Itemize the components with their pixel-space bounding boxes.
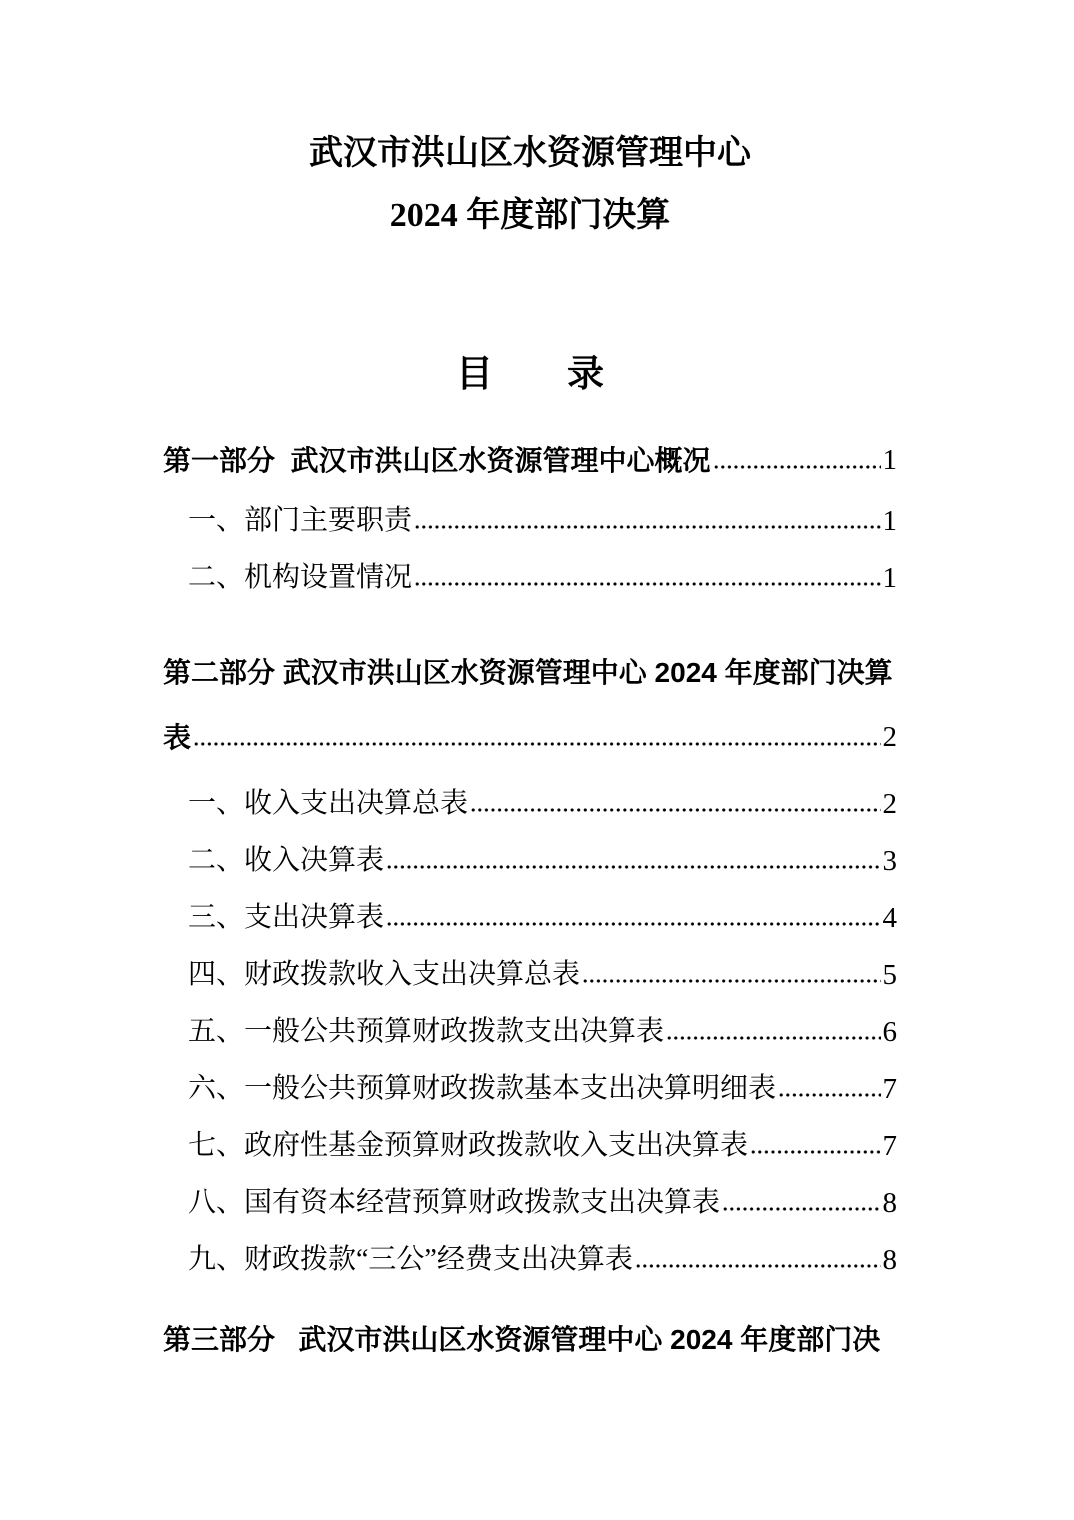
toc-line (188, 897, 897, 939)
dot-leader (667, 1034, 880, 1042)
page-number: 7 (882, 1130, 897, 1162)
toc-entry-label: 二、机构设置情况 (188, 562, 413, 593)
page-number: 4 (882, 902, 897, 934)
dot-leader (636, 1262, 881, 1270)
toc-line (188, 557, 897, 599)
toc-entry-label: 二、收入决算表 (188, 845, 385, 876)
toc-entry-label: 表 (163, 722, 192, 753)
toc-entry (163, 1307, 897, 1372)
dot-leader (723, 1205, 880, 1213)
toc-entry (163, 640, 897, 770)
toc-heading: 目 录 (456, 354, 604, 395)
dot-leader (714, 463, 881, 471)
toc-entry-label: 九、财政拨款“三公”经费支出决算表 (188, 1244, 633, 1275)
page-number: 1 (882, 505, 897, 537)
toc-entry (163, 1239, 897, 1281)
dot-leader (194, 740, 880, 748)
dot-leader (583, 977, 880, 985)
toc-line (188, 1125, 897, 1167)
document-title-line2: 2024 年度部门决算 (389, 197, 671, 234)
toc-list (163, 428, 897, 1372)
toc-line (188, 1068, 897, 1110)
toc-line (188, 783, 897, 825)
toc-line (163, 705, 897, 770)
toc-line (188, 840, 897, 882)
page-number: 2 (882, 788, 897, 820)
toc-entry (163, 1182, 897, 1224)
page-number: 3 (882, 845, 897, 877)
toc-entry (163, 428, 897, 493)
toc-entry-label: 第三部分 武汉市洪山区水资源管理中心 2024 年度部门决 (163, 1324, 881, 1355)
page-number: 2 (882, 721, 897, 753)
toc-line (163, 640, 897, 705)
toc-line (163, 1307, 897, 1372)
toc-line (188, 500, 897, 542)
toc-entry (163, 1011, 897, 1053)
toc-entry-label: 一、部门主要职责 (188, 505, 413, 536)
toc-entry-label: 八、国有资本经营预算财政拨款支出决算表 (188, 1187, 721, 1218)
page-number: 6 (882, 1016, 897, 1048)
dot-leader (387, 920, 880, 928)
page-number: 5 (882, 959, 897, 991)
toc-entry-label: 一、收入支出决算总表 (188, 788, 469, 819)
dot-leader (387, 863, 880, 871)
dot-leader (471, 806, 880, 814)
dot-leader (751, 1148, 880, 1156)
document-title-line1: 武汉市洪山区水资源管理中心 (309, 135, 751, 172)
toc-entry (163, 500, 897, 542)
toc-entry-label: 三、支出决算表 (188, 902, 385, 933)
toc-entry (163, 954, 897, 996)
page-number: 1 (882, 562, 897, 594)
dot-leader (779, 1091, 880, 1099)
toc-entry-label: 五、一般公共预算财政拨款支出决算表 (188, 1016, 665, 1047)
toc-entry-label: 第一部分 武汉市洪山区水资源管理中心概况 (163, 445, 711, 476)
toc-entry (163, 897, 897, 939)
toc-entry-label: 七、政府性基金预算财政拨款收入支出决算表 (188, 1130, 749, 1161)
page-number: 8 (882, 1187, 897, 1219)
dot-leader (415, 580, 880, 588)
toc-entry (163, 1068, 897, 1110)
toc-entry (163, 1125, 897, 1167)
toc-entry-label: 六、一般公共预算财政拨款基本支出决算明细表 (188, 1073, 777, 1104)
toc-line (188, 1011, 897, 1053)
toc-line (188, 954, 897, 996)
page-number: 1 (882, 444, 897, 476)
toc-line (188, 1239, 897, 1281)
dot-leader (415, 523, 880, 531)
toc-entry (163, 840, 897, 882)
toc-entry (163, 783, 897, 825)
toc-entry-label: 第二部分 武汉市洪山区水资源管理中心 2024 年度部门决算 (163, 657, 893, 688)
toc-entry (163, 557, 897, 599)
toc-entry-label: 四、财政拨款收入支出决算总表 (188, 959, 581, 990)
toc-line (163, 428, 897, 493)
page-number: 7 (882, 1073, 897, 1105)
toc-line (188, 1182, 897, 1224)
page-number: 8 (882, 1244, 897, 1276)
